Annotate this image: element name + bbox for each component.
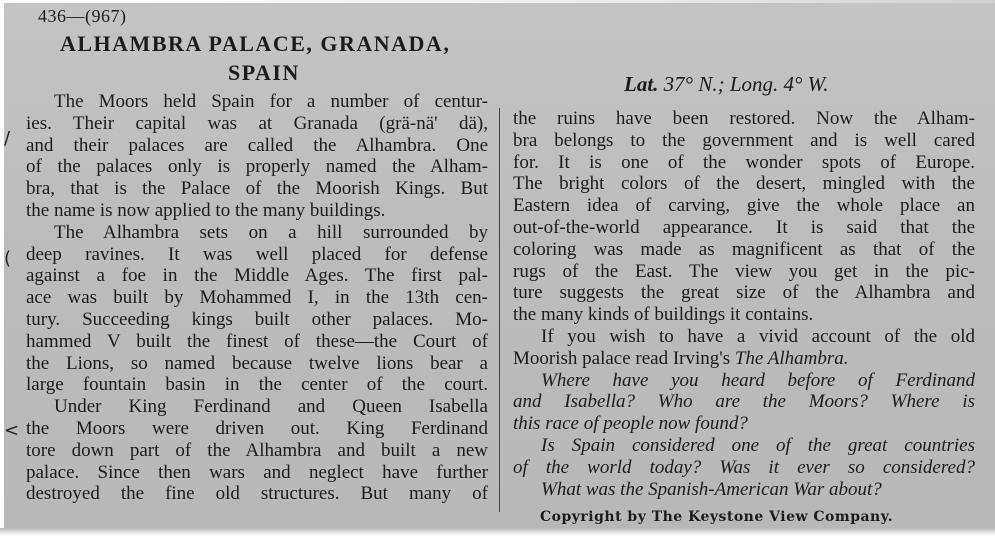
- text-line: of the palaces only is properly named the Alham-: [26, 156, 488, 178]
- coordinates-label: Lat.: [624, 72, 659, 96]
- copyright-notice: Copyright by The Keystone View Company.: [540, 509, 894, 525]
- text-line: ace was built by Mohammed I, in the 13th cen-: [26, 287, 488, 309]
- scan-edge-bottom: [0, 528, 995, 536]
- text-line: rugs of the East. The view you get in the pic-: [513, 260, 975, 282]
- coordinates: [624, 72, 828, 97]
- question-line: Is Spain considered one of the great countries: [541, 434, 975, 456]
- question-line: Where have you heard before of Ferdinand: [541, 369, 975, 391]
- text-line: the Moors were driven out. King Ferdinand: [26, 417, 488, 439]
- catalog-number: 436—(967): [38, 6, 127, 26]
- text-line: out-of-the-world appearance. It is said that the: [513, 216, 975, 238]
- text-line: Under King Ferdinand and Queen Isabella: [54, 396, 488, 418]
- text-line: and their palaces are called the Alhambra. One: [26, 134, 488, 156]
- text-line: the ruins have been restored. Now the Alham-: [513, 108, 975, 129]
- margin-mark: (: [4, 248, 12, 269]
- question-line: of the world today? Was it ever so considered?: [513, 456, 975, 478]
- left-text-column: [26, 91, 488, 505]
- text-line: hammed V built the finest of these—the Court of: [26, 330, 488, 352]
- reading-prefix: Moorish palace read Irving's: [513, 347, 731, 369]
- text-line: destroyed the fine old structures. But many of: [26, 483, 488, 505]
- text-line: the many kinds of buildings it contains.: [513, 304, 814, 326]
- margin-mark: /: [4, 128, 11, 149]
- text-line: tury. Succeeding kings built other palaces. Mo-: [26, 308, 488, 330]
- column-divider: [499, 108, 500, 512]
- question-line: and Isabella? Who are the Moors? Where is: [513, 391, 975, 413]
- question-line: this race of people now found?: [513, 413, 748, 435]
- text-line: The Alhambra sets on a hill surrounded by: [54, 221, 488, 243]
- reading-suggestion-line: [513, 348, 975, 370]
- text-line: the name is now applied to the many buildings.: [26, 199, 386, 221]
- text-line: Eastern idea of carving, give the whole place an: [513, 195, 975, 217]
- title-line-1: ALHAMBRA PALACE, GRANADA,: [60, 31, 451, 56]
- question-line: What was the Spanish-American War about?: [541, 478, 882, 500]
- text-line: ies. Their capital was at Granada (grä-nä' dä),: [26, 112, 488, 134]
- text-line: deep ravines. It was well placed for defense: [26, 243, 488, 265]
- text-line: bra belongs to the government and is well cared: [513, 129, 975, 151]
- text-line: ture suggests the great size of the Alhambra and: [513, 282, 975, 304]
- text-line: bra, that is the Palace of the Moorish Kings. But: [26, 178, 488, 200]
- text-line: The Moors held Spain for a number of centur-: [54, 91, 488, 112]
- text-line: the Lions, so named because twelve lions bear a: [26, 352, 488, 374]
- text-line: tore down part of the Alhambra and built a new: [26, 439, 488, 461]
- coordinates-value: 37° N.; Long. 4° W.: [663, 72, 829, 96]
- text-line: against a foe in the Middle Ages. The first pal-: [26, 265, 488, 287]
- book-title: The Alhambra.: [734, 347, 849, 369]
- text-line: palace. Since then wars and neglect have further: [26, 461, 488, 483]
- margin-mark: <: [4, 420, 20, 441]
- text-line: coloring was made as magnificent as that of the: [513, 238, 975, 260]
- text-line: for. It is one of the wonder spots of Europe.: [513, 151, 975, 173]
- right-text-column: [513, 108, 975, 500]
- reading-suggestion-line: If you wish to have a vivid account of the old: [541, 325, 975, 347]
- text-line: large fountain basin in the center of the court.: [26, 374, 488, 396]
- scan-edge-top: [0, 0, 995, 3]
- text-line: The bright colors of the desert, mingled with the: [513, 173, 975, 195]
- title-line-2: SPAIN: [228, 60, 300, 85]
